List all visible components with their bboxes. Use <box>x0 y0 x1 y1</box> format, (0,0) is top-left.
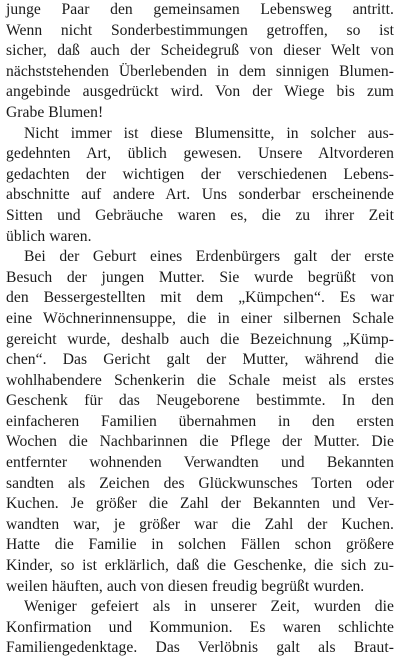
text-line: Wochen die Nachbarinnen die Pflege der Mutter. Die <box>6 433 394 451</box>
paragraph <box>6 247 394 597</box>
text-line: junge Paar den gemeinsamen Lebensweg antritt. <box>6 1 394 18</box>
text-line: nächststehenden Überlebenden in dem sinnigen Blumen- <box>6 62 394 80</box>
text-line: einfacheren Familien übernahmen in den ersten <box>6 412 394 430</box>
text-line: üblich waren. <box>6 227 92 245</box>
text-line: Sitten und Gebräuche waren es, die zu ihrer Zeit <box>6 206 394 224</box>
text-line: Kinder, so ist erklärlich, daß die Geschenke, die sich zu- <box>6 557 394 575</box>
text-line: Besuch der jungen Mutter. Sie wurde begrüßt von <box>6 268 394 286</box>
text-line: abschnitte auf andere Art. Uns sonderbar erscheinende <box>6 186 394 204</box>
text-line: gereicht wurde, deshalb auch die Bezeichnung „Kümp- <box>6 330 394 348</box>
text-line: sandten als Zeichen des Glückwunsches Torten oder <box>6 474 394 492</box>
text-line: Konfirmation und Kommunion. Es waren schlichte <box>6 618 394 636</box>
text-line: weilen häuften, auch von diesen freudig begrüßt wurden. <box>6 577 365 595</box>
text-line: Familiengedenktage. Das Verlöbnis galt als Braut- <box>6 639 394 657</box>
text-line: den Bessergestellten mit dem „Kümpchen“. Es war <box>6 289 394 307</box>
text-line: Weniger gefeiert als in unserer Zeit, wurden die <box>24 598 394 616</box>
text-line: Grabe Blumen! <box>6 103 104 121</box>
text-line: Nicht immer ist diese Blumensitte, in solcher aus- <box>24 124 394 142</box>
paragraph <box>6 124 394 248</box>
text-line: Kuchen. Je größer die Zahl der Bekannten und Ver- <box>6 495 394 513</box>
text-line: entfernter wohnenden Verwandten und Bekannten <box>6 454 394 472</box>
text-line: gedachten der wichtigen der verschiedenen Lebens- <box>6 165 394 183</box>
paragraph <box>6 0 394 124</box>
text-line: eine Wöchnerinnensuppe, die in einer silbernen Schale <box>6 309 394 327</box>
text-line: chen“. Das Gericht galt der Mutter, während die <box>6 351 394 369</box>
document-page <box>6 0 394 659</box>
text-line: sicher, daß auch der Scheidegruß von dieser Welt von <box>6 42 394 60</box>
text-line: wohlhabendere Schenkerin die Schale meist als erstes <box>6 371 394 389</box>
text-line: gedehnten Art, üblich gewesen. Unsere Altvorderen <box>6 145 394 163</box>
text-line: Hatte die Familie in solchen Fällen schon größere <box>6 536 394 554</box>
text-line: Bei der Geburt eines Erdenbürgers galt der erste <box>24 248 394 266</box>
paragraph <box>6 597 394 659</box>
text-line: Wenn nicht Sonderbestimmungen getroffen, so ist <box>6 21 394 39</box>
text-line: wandten war, je größer war die Zahl der Kuchen. <box>6 515 394 533</box>
text-line: angebinde ausgedrückt wird. Von der Wiege bis zum <box>6 83 394 101</box>
text-line: Geschenk für das Neugeborene bestimmte. In den <box>6 392 394 410</box>
